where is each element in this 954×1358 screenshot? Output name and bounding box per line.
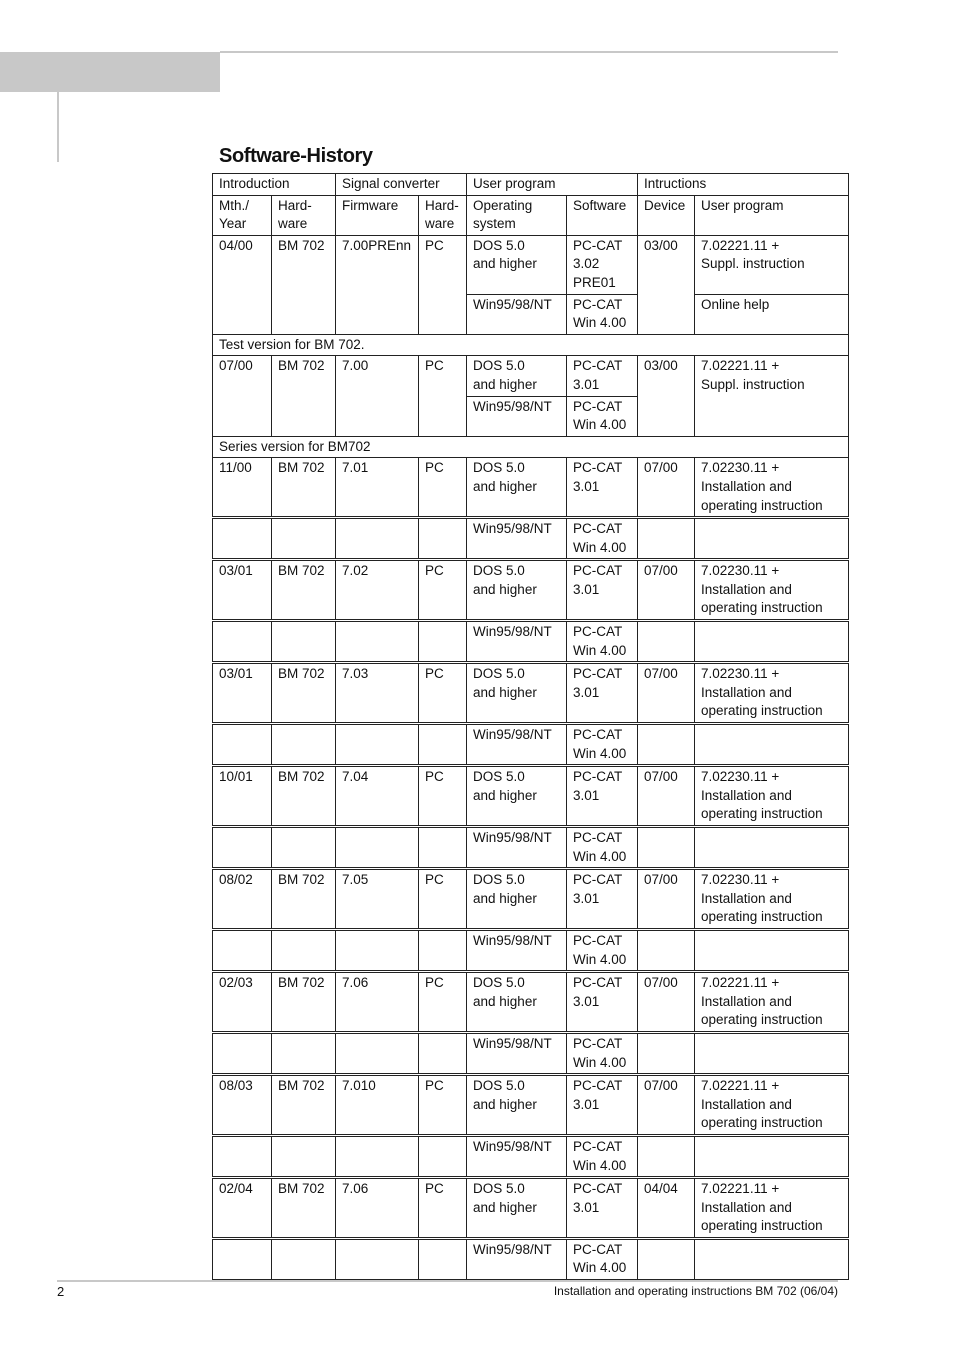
- table-row: [213, 869, 849, 930]
- cell-software: PC-CAT 3.01: [567, 1075, 638, 1136]
- table-row: [213, 972, 849, 1033]
- cell-firmware: [336, 1135, 419, 1177]
- cell-software: PC-CAT Win 4.00: [567, 827, 638, 869]
- cell-date: 08/02: [213, 869, 272, 930]
- cell-date: 08/03: [213, 1075, 272, 1136]
- cell-platform: [419, 929, 467, 971]
- cell-device: 04/04: [638, 1178, 695, 1239]
- cell-hardware: [272, 724, 336, 766]
- cell-software: PC-CAT 3.01: [567, 766, 638, 827]
- cell-user-program: Online help: [695, 294, 849, 334]
- table-row: [213, 929, 849, 971]
- cell-date: 07/00: [213, 356, 272, 436]
- cell-user-program: [695, 929, 849, 971]
- cell-firmware: 7.00: [336, 356, 419, 436]
- table-row: [213, 1135, 849, 1177]
- cell-date: 03/01: [213, 663, 272, 724]
- note-row: [213, 436, 849, 458]
- cell-device: 07/00: [638, 972, 695, 1033]
- table-row: [213, 621, 849, 663]
- cell-device: 07/00: [638, 1075, 695, 1136]
- cell-platform: [419, 827, 467, 869]
- cell-device: [638, 827, 695, 869]
- cell-device: [638, 621, 695, 663]
- group-header-row: [213, 174, 849, 196]
- table-row: [213, 356, 849, 396]
- col-operating-system: Operating system: [467, 195, 567, 235]
- cell-software: PC-CAT Win 4.00: [567, 1135, 638, 1177]
- cell-user-program: 7.02230.11 + Installation and operating instruction: [695, 869, 849, 930]
- cell-platform: PC: [419, 1075, 467, 1136]
- cell-hardware: [272, 518, 336, 560]
- cell-hardware: BM 702: [272, 458, 336, 518]
- cell-date: 04/00: [213, 235, 272, 334]
- col-software: Software: [567, 195, 638, 235]
- cell-user-program: [695, 827, 849, 869]
- table-row: [213, 766, 849, 827]
- cell-date: 02/03: [213, 972, 272, 1033]
- cell-platform: [419, 518, 467, 560]
- cell-os: DOS 5.0 and higher: [467, 972, 567, 1033]
- cell-software: PC-CAT Win 4.00: [567, 929, 638, 971]
- note-row: [213, 334, 849, 356]
- cell-software: PC-CAT Win 4.00: [567, 1032, 638, 1074]
- cell-date: [213, 929, 272, 971]
- cell-firmware: 7.06: [336, 972, 419, 1033]
- cell-device: 07/00: [638, 663, 695, 724]
- cell-device: [638, 518, 695, 560]
- column-header-row: [213, 195, 849, 235]
- group-signal-converter: Signal converter: [336, 174, 467, 196]
- cell-platform: PC: [419, 560, 467, 621]
- cell-platform: PC: [419, 458, 467, 518]
- table-row: [213, 1075, 849, 1136]
- cell-user-program: [695, 724, 849, 766]
- cell-software: PC-CAT 3.01: [567, 972, 638, 1033]
- table-row: [213, 235, 849, 294]
- cell-os: Win95/98/NT: [467, 724, 567, 766]
- cell-date: [213, 1238, 272, 1279]
- cell-device: 03/00: [638, 235, 695, 334]
- cell-firmware: [336, 929, 419, 971]
- cell-user-program: 7.02230.11 + Installation and operating instruction: [695, 766, 849, 827]
- cell-os: DOS 5.0 and higher: [467, 869, 567, 930]
- cell-user-program: 7.02230.11 + Installation and operating instruction: [695, 663, 849, 724]
- footer-text: Installation and operating instructions BM 702 (06/04): [553, 1284, 838, 1298]
- cell-platform: [419, 621, 467, 663]
- cell-software: PC-CAT 3.01: [567, 356, 638, 396]
- cell-software: PC-CAT Win 4.00: [567, 518, 638, 560]
- cell-date: [213, 621, 272, 663]
- cell-hardware: BM 702: [272, 1075, 336, 1136]
- cell-hardware: BM 702: [272, 766, 336, 827]
- cell-software: PC-CAT Win 4.00: [567, 396, 638, 436]
- cell-hardware: [272, 1238, 336, 1279]
- cell-user-program: 7.02221.11 + Installation and operating instruction: [695, 1075, 849, 1136]
- cell-software: PC-CAT 3.01: [567, 560, 638, 621]
- cell-user-program: 7.02221.11 + Suppl. instruction: [695, 356, 849, 436]
- footer-rule: [57, 1280, 838, 1282]
- col-hardware: Hard- ware: [272, 195, 336, 235]
- cell-os: Win95/98/NT: [467, 1135, 567, 1177]
- cell-date: 11/00: [213, 458, 272, 518]
- cell-firmware: [336, 724, 419, 766]
- cell-firmware: [336, 621, 419, 663]
- table-row: [213, 663, 849, 724]
- cell-hardware: BM 702: [272, 235, 336, 334]
- cell-platform: PC: [419, 356, 467, 436]
- cell-firmware: 7.04: [336, 766, 419, 827]
- table-row: [213, 827, 849, 869]
- note-series-version: Series version for BM702: [213, 436, 849, 458]
- cell-date: [213, 518, 272, 560]
- cell-hardware: BM 702: [272, 972, 336, 1033]
- cell-firmware: [336, 1238, 419, 1279]
- cell-software: PC-CAT Win 4.00: [567, 724, 638, 766]
- cell-platform: PC: [419, 972, 467, 1033]
- cell-platform: [419, 1238, 467, 1279]
- cell-hardware: BM 702: [272, 869, 336, 930]
- cell-os: DOS 5.0 and higher: [467, 1075, 567, 1136]
- cell-firmware: 7.00PREnn: [336, 235, 419, 334]
- cell-os: DOS 5.0 and higher: [467, 458, 567, 518]
- cell-user-program: 7.02230.11 + Installation and operating instruction: [695, 560, 849, 621]
- cell-os: DOS 5.0 and higher: [467, 356, 567, 396]
- cell-hardware: [272, 1135, 336, 1177]
- header-rule: [220, 51, 838, 53]
- cell-date: 03/01: [213, 560, 272, 621]
- cell-os: DOS 5.0 and higher: [467, 560, 567, 621]
- page-number: 2: [57, 1284, 65, 1299]
- cell-platform: PC: [419, 869, 467, 930]
- table-row: [213, 724, 849, 766]
- cell-date: [213, 1032, 272, 1074]
- cell-os: DOS 5.0 and higher: [467, 663, 567, 724]
- cell-firmware: [336, 518, 419, 560]
- cell-hardware: [272, 621, 336, 663]
- group-introduction: Introduction: [213, 174, 336, 196]
- cell-date: [213, 724, 272, 766]
- cell-firmware: 7.03: [336, 663, 419, 724]
- cell-firmware: [336, 1032, 419, 1074]
- cell-firmware: [336, 827, 419, 869]
- cell-platform: [419, 724, 467, 766]
- cell-device: 03/00: [638, 356, 695, 436]
- table-row: [213, 458, 849, 518]
- cell-os: Win95/98/NT: [467, 1238, 567, 1279]
- group-user-program: User program: [467, 174, 638, 196]
- cell-date: 10/01: [213, 766, 272, 827]
- cell-platform: [419, 1032, 467, 1074]
- cell-device: [638, 929, 695, 971]
- cell-os: Win95/98/NT: [467, 518, 567, 560]
- cell-software: PC-CAT 3.01: [567, 663, 638, 724]
- cell-user-program: 7.02230.11 + Installation and operating instruction: [695, 458, 849, 518]
- cell-os: Win95/98/NT: [467, 396, 567, 436]
- group-instructions: Intructions: [638, 174, 849, 196]
- cell-hardware: BM 702: [272, 1178, 336, 1239]
- cell-hardware: [272, 827, 336, 869]
- cell-software: PC-CAT Win 4.00: [567, 1238, 638, 1279]
- cell-user-program: 7.02221.11 + Installation and operating instruction: [695, 1178, 849, 1239]
- cell-os: Win95/98/NT: [467, 621, 567, 663]
- cell-user-program: [695, 621, 849, 663]
- cell-platform: PC: [419, 235, 467, 334]
- cell-firmware: 7.02: [336, 560, 419, 621]
- col-hardware-2: Hard- ware: [419, 195, 467, 235]
- cell-software: PC-CAT 3.01: [567, 458, 638, 518]
- cell-date: [213, 1135, 272, 1177]
- cell-platform: PC: [419, 766, 467, 827]
- cell-device: 07/00: [638, 560, 695, 621]
- col-device: Device: [638, 195, 695, 235]
- cell-software: PC-CAT Win 4.00: [567, 621, 638, 663]
- table-row: [213, 518, 849, 560]
- cell-user-program: [695, 1238, 849, 1279]
- note-test-version: Test version for BM 702.: [213, 334, 849, 356]
- cell-os: Win95/98/NT: [467, 1032, 567, 1074]
- cell-hardware: [272, 1032, 336, 1074]
- cell-device: 07/00: [638, 458, 695, 518]
- cell-device: 07/00: [638, 869, 695, 930]
- cell-software: PC-CAT 3.01: [567, 1178, 638, 1239]
- cell-device: [638, 1135, 695, 1177]
- cell-firmware: 7.06: [336, 1178, 419, 1239]
- table-row: [213, 1178, 849, 1239]
- cell-os: DOS 5.0 and higher: [467, 1178, 567, 1239]
- cell-platform: PC: [419, 663, 467, 724]
- cell-user-program: [695, 1032, 849, 1074]
- cell-firmware: 7.010: [336, 1075, 419, 1136]
- cell-os: Win95/98/NT: [467, 294, 567, 334]
- cell-user-program: [695, 518, 849, 560]
- cell-date: [213, 827, 272, 869]
- table-row: [213, 560, 849, 621]
- cell-platform: PC: [419, 1178, 467, 1239]
- cell-os: DOS 5.0 and higher: [467, 766, 567, 827]
- table-row: [213, 1238, 849, 1279]
- cell-os: Win95/98/NT: [467, 929, 567, 971]
- cell-user-program: 7.02221.11 + Installation and operating instruction: [695, 972, 849, 1033]
- cell-device: 07/00: [638, 766, 695, 827]
- cell-software: PC-CAT Win 4.00: [567, 294, 638, 334]
- cell-hardware: BM 702: [272, 356, 336, 436]
- col-user-program: User program: [695, 195, 849, 235]
- col-firmware: Firmware: [336, 195, 419, 235]
- cell-device: [638, 724, 695, 766]
- cell-software: PC-CAT 3.02 PRE01: [567, 235, 638, 294]
- cell-device: [638, 1238, 695, 1279]
- cell-user-program: 7.02221.11 + Suppl. instruction: [695, 235, 849, 294]
- cell-firmware: 7.05: [336, 869, 419, 930]
- cell-hardware: BM 702: [272, 663, 336, 724]
- cell-software: PC-CAT 3.01: [567, 869, 638, 930]
- margin-rule: [57, 92, 59, 162]
- cell-hardware: [272, 929, 336, 971]
- cell-user-program: [695, 1135, 849, 1177]
- header-gray-block: [0, 52, 220, 92]
- software-history-table: [212, 173, 849, 1280]
- cell-os: Win95/98/NT: [467, 827, 567, 869]
- page-title: Software-History: [219, 145, 373, 167]
- cell-os: DOS 5.0 and higher: [467, 235, 567, 294]
- cell-platform: [419, 1135, 467, 1177]
- col-month-year: Mth./ Year: [213, 195, 272, 235]
- cell-firmware: 7.01: [336, 458, 419, 518]
- cell-device: [638, 1032, 695, 1074]
- table-row: [213, 1032, 849, 1074]
- cell-date: 02/04: [213, 1178, 272, 1239]
- cell-hardware: BM 702: [272, 560, 336, 621]
